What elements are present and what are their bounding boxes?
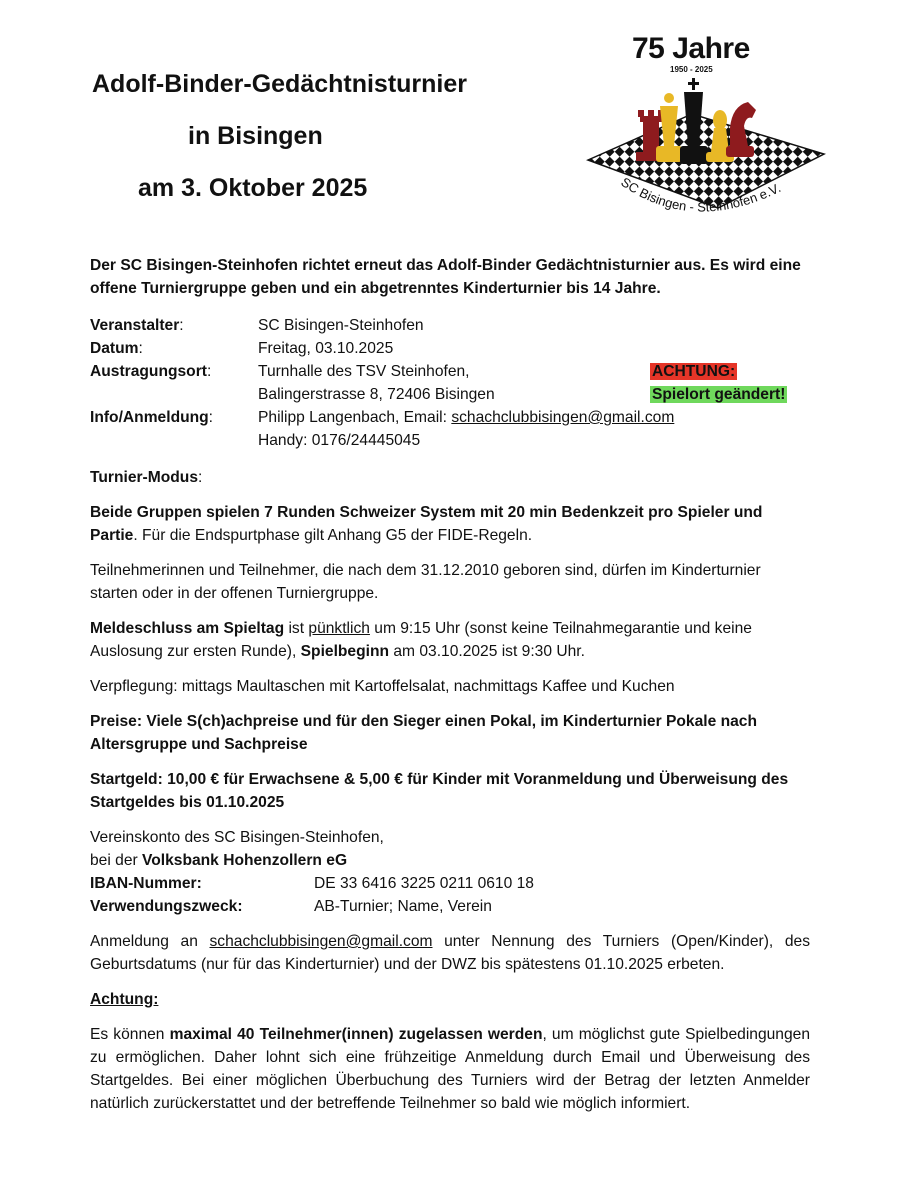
venue-line-1: Turnhalle des TSV Steinhofen, [258,363,470,380]
title-line-3: am 3. Oktober 2025 [138,174,368,202]
intro-text: Der SC Bisingen-Steinhofen richtet erneut das Adolf-Binder Gedächtnisturnier aus. Es wird eine offene Turniergruppe geben und ein abgetrenntes Kinderturnier bis 14 Jahre. [90,257,801,297]
purpose-value: AB-Turnier; Name, Verein [314,898,492,915]
venue-line-2: Balingerstrasse 8, 72406 Bisingen [258,386,495,403]
mode-bold: Beide Gruppen spielen 7 Runden Schweizer System mit 20 min Bedenkzeit pro Spieler und Partie [90,504,763,544]
iban-row: IBAN-Nummer: DE 33 6416 3225 0211 0610 18 [90,872,810,895]
purpose-row: Verwendungszweck: AB-Turnier; Name, Verein [90,895,810,918]
bank-line-1: Vereinskonto des SC Bisingen-Steinhofen, [90,829,384,846]
contact-label: Info/Anmeldung [90,409,209,426]
info-row-organizer: Veranstalter: SC Bisingen-Steinhofen [90,314,810,337]
purpose-label: Verwendungszweck [90,898,238,915]
registration-rest: unter Nennung des Turniers (Open/Kinder), des Geburtsdatums (nur für das Kinderturnier) und der DWZ bis spätestens 01.10.2025 erbeten. [90,933,810,973]
info-row-venue-2 [90,383,810,406]
registration-text [90,930,810,976]
mode-text [90,501,810,547]
attention-prefix: Es können [90,1026,170,1043]
chess-board-icon [580,28,830,228]
logo-club-arc: SC Bisingen - Steinhofen e.V. [618,174,784,215]
deadline-text [90,617,810,663]
iban-value: DE 33 6416 3225 0211 0610 18 [314,875,534,892]
registration-email-link[interactable]: schachclubbisingen@gmail.com [209,933,433,950]
info-row-contact: Info/Anmeldung: Philipp Langenbach, Email: schachclubbisingen@gmail.com [90,409,675,426]
venue-label: Austragungsort [90,363,207,380]
organizer-value: SC Bisingen-Steinhofen [258,317,424,334]
info-row-venue: Austragungsort: Turnhalle des TSV Steinhofen, ACHTUNG: [90,360,810,383]
club-logo [580,28,830,228]
mode-label: Turnier-Modus [90,469,198,486]
deadline-text-1: ist [284,620,309,637]
eligibility-text: Teilnehmerinnen und Teilnehmer, die nach dem 31.12.2010 geboren sind, dürfen im Kinderturnier starten oder in der offenen Turniergruppe. [90,562,761,602]
registration-prefix: Anmeldung an [90,933,210,950]
date-label: Datum [90,340,139,357]
date-value: Freitag, 03.10.2025 [258,340,394,357]
info-row-date: Datum: Freitag, 03.10.2025 [90,337,810,360]
deadline-text-3: am 03.10.2025 ist 9:30 Uhr. [389,643,585,660]
title-block [90,58,560,214]
attention-label: Achtung: [90,991,159,1008]
bank-line-2-prefix: bei der [90,852,143,869]
organizer-label: Veranstalter [90,317,180,334]
bank-block [90,826,810,918]
contact-prefix: Philipp Langenbach, Email: [258,409,452,426]
main-content [90,254,810,1127]
title-line-2: in Bisingen [188,122,323,150]
fee-text: Startgeld: 10,00 € für Erwachsene & 5,00 € für Kinder mit Voranmeldung und Überweisung des Startgeldes bis 01.10.2025 [90,771,789,811]
catering-text: Verpflegung: mittags Maultaschen mit Kartoffelsalat, nachmittags Kaffee und Kuchen [90,678,675,695]
attention-bold: maximal 40 Teilnehmer(innen) zugelassen werden [169,1026,543,1043]
contact-email-link[interactable]: schachclubbisingen@gmail.com [451,409,675,426]
info-table [90,314,810,452]
prizes-text: Preise: Viele S(ch)achpreise und für den Sieger einen Pokal, im Kinderturnier Pokale nach Altersgruppe und Sachpreise [90,713,757,753]
deadline-text-2: um 9:15 Uhr (sonst keine Teilnahmegarantie und keine Auslosung zur ersten Runde), [90,620,752,660]
logo-heading: 75 Jahre [632,32,750,65]
deadline-bold-1: Meldeschluss am Spieltag [90,620,285,637]
attention-heading [90,988,810,1011]
warning-badge: ACHTUNG: [652,363,736,380]
title-line-1: Adolf-Binder-Gedächtnisturnier [92,70,468,98]
attention-rest: , um möglichst gute Spielbedingungen zu ermöglichen. Daher lohnt sich eine frühzeitige Anmeldung durch Email und Überweisung des Startgeldes. Bei einer möglichen Überbuchung des Turniers wird der Betrag der letzten Anmelder natürlich zurückerstattet und der betreffende Teilnehmer so bald wie möglich informiert. [90,1026,810,1112]
attention-text [90,1023,810,1115]
bank-name: Volksbank Hohenzollern eG [142,852,348,869]
mode-heading: Turnier-Modus: [90,469,203,486]
mode-rest: . Für die Endspurtphase gilt Anhang G5 der FIDE-Regeln. [133,527,533,544]
deadline-underlined: pünktlich [308,620,370,637]
phone-value: Handy: 0176/24445045 [258,432,421,449]
deadline-bold-2: Spielbeginn [300,643,390,660]
iban-label: IBAN-Nummer [90,875,197,892]
venue-changed-badge: Spielort geändert! [652,386,786,403]
info-row-phone [90,429,810,452]
logo-years: 1950 - 2025 [670,65,713,74]
